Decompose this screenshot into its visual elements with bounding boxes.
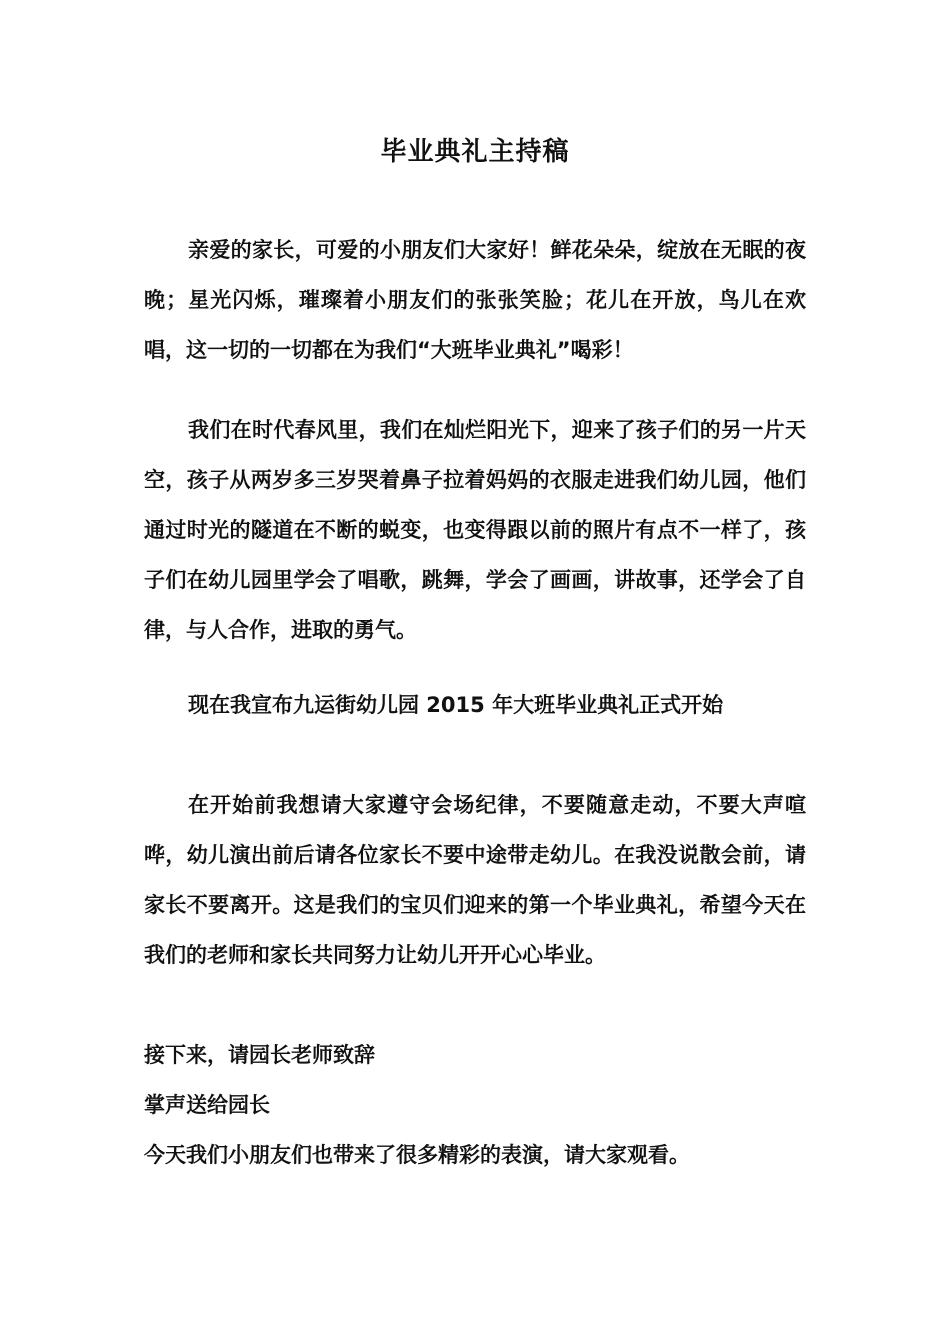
line-principal-speech: 接下来，请园长老师致辞: [144, 1043, 375, 1067]
paragraph-venue-rules: 在开始前我想请大家遵守会场纪律，不要随意走动，不要大声喧哗，幼儿演出前后请各位家长不要中途带走幼儿。在我没说散会前，请家长不要离开。这是我们的宝贝们迎来的第一个毕业典礼，希望今天在我们的老师和家长共同努力让幼儿开开心心毕业。: [144, 793, 806, 967]
paragraph-children-growth: 我们在时代春风里，我们在灿烂阳光下，迎来了孩子们的另一片天空，孩子从两岁多三岁哭着鼻子拉着妈妈的衣服走进我们幼儿园，他们通过时光的隧道在不断的蜕变，也变得跟以前的照片有点不一样了，孩子们在幼儿园里学会了唱歌，跳舞，学会了画画，讲故事，还学会了自律，与人合作，进取的勇气。: [144, 418, 806, 642]
line-performances: 今天我们小朋友们也带来了很多精彩的表演，请大家观看。: [144, 1143, 690, 1167]
line-applause: 掌声送给园长: [144, 1093, 270, 1117]
paragraph-opening-announcement: 现在我宣布九运街幼儿园 2015 年大班毕业典礼正式开始: [188, 693, 724, 717]
document-title: 毕业典礼主持稿: [380, 137, 570, 167]
paragraph-greeting: 亲爱的家长，可爱的小朋友们大家好！鲜花朵朵，绽放在无眠的夜晚；星光闪烁，璀璨着小朋友们的张张笑脸；花儿在开放，鸟儿在欢唱，这一切的一切都在为我们“大班毕业典礼”喝彩！: [144, 238, 806, 362]
